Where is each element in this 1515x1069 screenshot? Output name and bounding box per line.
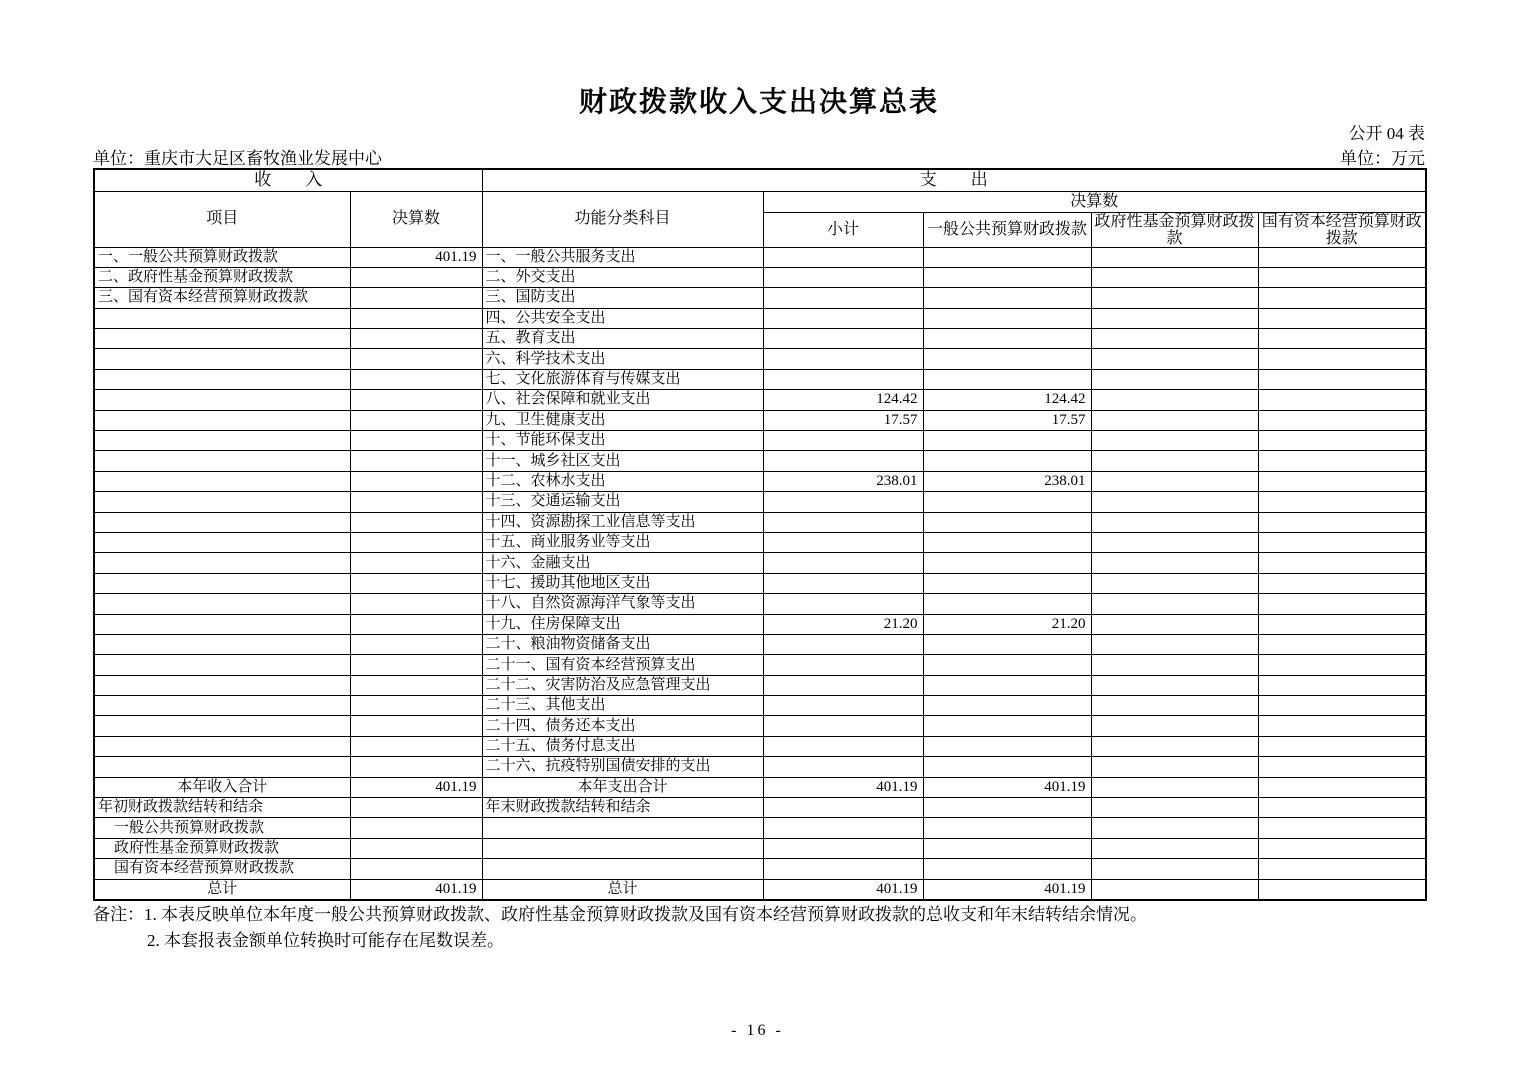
expense-general-cell <box>923 512 1091 532</box>
table-row <box>94 675 1426 695</box>
table-row <box>94 573 1426 593</box>
expense-fund-cell <box>1091 512 1258 532</box>
table-row <box>94 696 1426 716</box>
table-row <box>94 492 1426 512</box>
expense-fund-cell <box>1091 329 1258 349</box>
income-item-cell <box>94 329 350 349</box>
table-row <box>94 410 1426 430</box>
income-value-cell <box>350 573 482 593</box>
table-row <box>94 716 1426 736</box>
table-row <box>94 288 1426 308</box>
expense-capital-cell <box>1258 696 1426 716</box>
income-value-cell <box>350 716 482 736</box>
income-item-cell <box>94 573 350 593</box>
expense-general-cell <box>923 859 1091 879</box>
expense-fund-cell <box>1091 288 1258 308</box>
table-row <box>94 553 1426 573</box>
income-value-cell <box>350 859 482 879</box>
expense-fund-cell <box>1091 431 1258 451</box>
expense-subtotal-cell <box>763 288 923 308</box>
expense-general-cell: 401.19 <box>923 777 1091 797</box>
expense-general-cell <box>923 553 1091 573</box>
income-item-cell: 本年收入合计 <box>94 777 350 797</box>
expense-item-cell: 十六、金融支出 <box>482 553 763 573</box>
income-item-cell <box>94 634 350 654</box>
expense-fund-cell <box>1091 247 1258 267</box>
income-item-cell <box>94 369 350 389</box>
expense-capital-cell <box>1258 859 1426 879</box>
expense-item-cell: 二十、粮油物资储备支出 <box>482 634 763 654</box>
income-item-cell <box>94 655 350 675</box>
expense-subtotal-cell: 238.01 <box>763 471 923 491</box>
header-income: 收 入 <box>94 169 482 191</box>
expense-capital-cell <box>1258 492 1426 512</box>
income-value-cell <box>350 451 482 471</box>
expense-general-cell <box>923 288 1091 308</box>
expense-subtotal-cell <box>763 512 923 532</box>
expense-fund-cell <box>1091 757 1258 777</box>
income-value-cell <box>350 675 482 695</box>
page-title: 财政拨款收入支出决算总表 <box>578 86 939 117</box>
expense-fund-cell <box>1091 798 1258 818</box>
income-value-cell <box>350 634 482 654</box>
income-item-cell <box>94 696 350 716</box>
expense-fund-cell <box>1091 308 1258 328</box>
income-item-cell: 一般公共预算财政拨款 <box>94 818 350 838</box>
expense-item-cell: 十七、援助其他地区支出 <box>482 573 763 593</box>
table-row <box>94 267 1426 287</box>
table-row <box>94 757 1426 777</box>
expense-general-cell <box>923 308 1091 328</box>
footnote-2: 2. 本套报表金额单位转换时可能存在尾数误差。 <box>147 931 504 950</box>
expense-fund-cell <box>1091 471 1258 491</box>
expense-item-cell: 二十三、其他支出 <box>482 696 763 716</box>
income-item-cell: 国有资本经营预算财政拨款 <box>94 859 350 879</box>
expense-item-cell: 十一、城乡社区支出 <box>482 451 763 471</box>
income-item-cell <box>94 594 350 614</box>
expense-general-cell <box>923 492 1091 512</box>
expense-subtotal-cell <box>763 329 923 349</box>
income-item-cell <box>94 451 350 471</box>
expense-item-cell: 十九、住房保障支出 <box>482 614 763 634</box>
income-value-cell <box>350 329 482 349</box>
expense-fund-cell <box>1091 879 1258 900</box>
expense-general-cell: 17.57 <box>923 410 1091 430</box>
income-item-cell <box>94 512 350 532</box>
expense-subtotal-cell <box>763 553 923 573</box>
expense-item-cell: 三、国防支出 <box>482 288 763 308</box>
income-item-cell: 总计 <box>94 879 350 900</box>
expense-item-cell: 年末财政拨款结转和结余 <box>482 798 763 818</box>
expense-subtotal-cell <box>763 573 923 593</box>
unit-currency: 单位：万元 <box>1340 149 1425 168</box>
table-row <box>94 512 1426 532</box>
fiscal-summary-table <box>93 168 1427 901</box>
table-row <box>94 838 1426 858</box>
expense-capital-cell <box>1258 553 1426 573</box>
expense-general-cell <box>923 329 1091 349</box>
expense-fund-cell <box>1091 532 1258 552</box>
expense-general-cell: 401.19 <box>923 879 1091 900</box>
table-row <box>94 451 1426 471</box>
income-value-cell: 401.19 <box>350 777 482 797</box>
expense-fund-cell <box>1091 410 1258 430</box>
income-value-cell <box>350 390 482 410</box>
expense-item-cell: 十三、交通运输支出 <box>482 492 763 512</box>
header-amount-group: 决算数 <box>763 191 1426 212</box>
doc-label: 公开 04 表 <box>1348 124 1425 143</box>
expense-general-cell <box>923 736 1091 756</box>
income-item-cell: 二、政府性基金预算财政拨款 <box>94 267 350 287</box>
income-value-cell <box>350 655 482 675</box>
expense-item-cell <box>482 859 763 879</box>
expense-subtotal-cell <box>763 247 923 267</box>
table-row <box>94 390 1426 410</box>
expense-capital-cell <box>1258 594 1426 614</box>
expense-subtotal-cell <box>763 267 923 287</box>
expense-capital-cell <box>1258 655 1426 675</box>
expense-fund-cell <box>1091 451 1258 471</box>
expense-subtotal-cell: 401.19 <box>763 777 923 797</box>
expense-item-cell: 四、公共安全支出 <box>482 308 763 328</box>
expense-capital-cell <box>1258 757 1426 777</box>
income-value-cell <box>350 349 482 369</box>
income-item-cell <box>94 532 350 552</box>
income-value-cell <box>350 492 482 512</box>
expense-fund-cell <box>1091 859 1258 879</box>
income-value-cell: 401.19 <box>350 247 482 267</box>
expense-general-cell <box>923 655 1091 675</box>
income-item-cell <box>94 471 350 491</box>
header-subtotal: 小计 <box>763 212 923 247</box>
table-row <box>94 798 1426 818</box>
income-item-cell: 一、一般公共预算财政拨款 <box>94 247 350 267</box>
header-func-class: 功能分类科目 <box>482 191 763 247</box>
expense-subtotal-cell <box>763 532 923 552</box>
expense-capital-cell <box>1258 838 1426 858</box>
expense-subtotal-cell <box>763 431 923 451</box>
income-item-cell <box>94 308 350 328</box>
expense-item-cell: 二十二、灾害防治及应急管理支出 <box>482 675 763 695</box>
table-row <box>94 777 1426 797</box>
expense-capital-cell <box>1258 329 1426 349</box>
expense-subtotal-cell <box>763 369 923 389</box>
expense-capital-cell <box>1258 349 1426 369</box>
income-item-cell <box>94 492 350 512</box>
income-value-cell <box>350 431 482 451</box>
expense-capital-cell <box>1258 288 1426 308</box>
expense-fund-cell <box>1091 655 1258 675</box>
page-number: - 16 - <box>731 1022 784 1039</box>
table-row <box>94 369 1426 389</box>
footnotes <box>93 902 1147 954</box>
expense-general-cell <box>923 675 1091 695</box>
expense-item-cell: 二十五、债务付息支出 <box>482 736 763 756</box>
income-value-cell <box>350 553 482 573</box>
expense-subtotal-cell: 21.20 <box>763 614 923 634</box>
expense-fund-cell <box>1091 614 1258 634</box>
expense-general-cell <box>923 431 1091 451</box>
expense-general-cell <box>923 267 1091 287</box>
expense-capital-cell <box>1258 716 1426 736</box>
expense-capital-cell <box>1258 798 1426 818</box>
expense-capital-cell <box>1258 369 1426 389</box>
expense-general-cell: 21.20 <box>923 614 1091 634</box>
income-value-cell <box>350 736 482 756</box>
expense-subtotal-cell <box>763 634 923 654</box>
header-final-amount: 决算数 <box>350 191 482 247</box>
expense-subtotal-cell <box>763 594 923 614</box>
expense-item-cell: 二十一、国有资本经营预算支出 <box>482 655 763 675</box>
table-row <box>94 879 1426 900</box>
expense-capital-cell <box>1258 247 1426 267</box>
expense-item-cell: 本年支出合计 <box>482 777 763 797</box>
expense-fund-cell <box>1091 818 1258 838</box>
income-item-cell <box>94 349 350 369</box>
expense-fund-cell <box>1091 267 1258 287</box>
expense-fund-cell <box>1091 553 1258 573</box>
expense-subtotal-cell: 124.42 <box>763 390 923 410</box>
expense-capital-cell <box>1258 573 1426 593</box>
table-body <box>94 247 1426 900</box>
table-row <box>94 655 1426 675</box>
expense-subtotal-cell <box>763 838 923 858</box>
income-item-cell <box>94 553 350 573</box>
expense-fund-cell <box>1091 390 1258 410</box>
expense-item-cell <box>482 818 763 838</box>
expense-item-cell: 二十六、抗疫特别国债安排的支出 <box>482 757 763 777</box>
footnote-1: 备注：1. 本表反映单位本年度一般公共预算财政拨款、政府性基金预算财政拨款及国有资本经营预算财政拨款的总收支和年末结转结余情况。 <box>93 905 1147 924</box>
income-item-cell: 年初财政拨款结转和结余 <box>94 798 350 818</box>
expense-subtotal-cell <box>763 308 923 328</box>
expense-fund-cell <box>1091 736 1258 756</box>
expense-fund-cell <box>1091 777 1258 797</box>
expense-item-cell: 五、教育支出 <box>482 329 763 349</box>
income-value-cell <box>350 267 482 287</box>
expense-item-cell: 十、节能环保支出 <box>482 431 763 451</box>
expense-general-cell <box>923 757 1091 777</box>
expense-subtotal-cell <box>763 798 923 818</box>
expense-capital-cell <box>1258 675 1426 695</box>
expense-item-cell: 六、科学技术支出 <box>482 349 763 369</box>
income-value-cell <box>350 798 482 818</box>
table-row <box>94 532 1426 552</box>
table-row <box>94 634 1426 654</box>
expense-general-cell <box>923 247 1091 267</box>
header-general-budget: 一般公共预算财政拨款 <box>923 212 1091 247</box>
expense-general-cell <box>923 798 1091 818</box>
income-item-cell <box>94 736 350 756</box>
expense-general-cell <box>923 349 1091 369</box>
expense-subtotal-cell <box>763 696 923 716</box>
income-item-cell <box>94 390 350 410</box>
income-item-cell <box>94 675 350 695</box>
income-value-cell <box>350 818 482 838</box>
expense-item-cell: 十五、商业服务业等支出 <box>482 532 763 552</box>
expense-item-cell: 九、卫生健康支出 <box>482 410 763 430</box>
expense-general-cell <box>923 369 1091 389</box>
expense-fund-cell <box>1091 716 1258 736</box>
expense-subtotal-cell <box>763 818 923 838</box>
expense-item-cell: 十八、自然资源海洋气象等支出 <box>482 594 763 614</box>
expense-capital-cell <box>1258 471 1426 491</box>
expense-subtotal-cell <box>763 716 923 736</box>
income-item-cell <box>94 431 350 451</box>
expense-capital-cell <box>1258 410 1426 430</box>
expense-general-cell: 238.01 <box>923 471 1091 491</box>
expense-capital-cell <box>1258 431 1426 451</box>
expense-general-cell <box>923 716 1091 736</box>
expense-capital-cell <box>1258 736 1426 756</box>
unit-row <box>93 144 1425 169</box>
income-item-cell: 政府性基金预算财政拨款 <box>94 838 350 858</box>
expense-subtotal-cell <box>763 451 923 471</box>
expense-general-cell <box>923 532 1091 552</box>
income-value-cell <box>350 532 482 552</box>
expense-subtotal-cell <box>763 349 923 369</box>
income-value-cell <box>350 757 482 777</box>
income-value-cell <box>350 410 482 430</box>
expense-general-cell <box>923 573 1091 593</box>
table-row <box>94 308 1426 328</box>
expense-capital-cell <box>1258 267 1426 287</box>
expense-fund-cell <box>1091 696 1258 716</box>
expense-fund-cell <box>1091 369 1258 389</box>
table-row <box>94 859 1426 879</box>
expense-capital-cell <box>1258 879 1426 900</box>
expense-item-cell: 一、一般公共服务支出 <box>482 247 763 267</box>
expense-capital-cell <box>1258 614 1426 634</box>
expense-general-cell <box>923 838 1091 858</box>
expense-general-cell: 124.42 <box>923 390 1091 410</box>
expense-subtotal-cell: 401.19 <box>763 879 923 900</box>
expense-general-cell <box>923 451 1091 471</box>
income-value-cell <box>350 696 482 716</box>
expense-item-cell: 七、文化旅游体育与传媒支出 <box>482 369 763 389</box>
header-expenditure: 支 出 <box>482 169 1426 191</box>
expense-capital-cell <box>1258 634 1426 654</box>
income-item-cell <box>94 410 350 430</box>
expense-item-cell <box>482 838 763 858</box>
header-item: 项目 <box>94 191 350 247</box>
expense-fund-cell <box>1091 675 1258 695</box>
expense-capital-cell <box>1258 390 1426 410</box>
unit-name: 单位：重庆市大足区畜牧渔业发展中心 <box>93 149 382 168</box>
expense-general-cell <box>923 696 1091 716</box>
table-row <box>94 471 1426 491</box>
expense-fund-cell <box>1091 573 1258 593</box>
income-value-cell <box>350 471 482 491</box>
income-value-cell <box>350 369 482 389</box>
table-row <box>94 349 1426 369</box>
table-row <box>94 247 1426 267</box>
expense-subtotal-cell <box>763 859 923 879</box>
expense-general-cell <box>923 818 1091 838</box>
income-item-cell <box>94 716 350 736</box>
table-row <box>94 594 1426 614</box>
expense-subtotal-cell <box>763 757 923 777</box>
expense-capital-cell <box>1258 451 1426 471</box>
table-row <box>94 614 1426 634</box>
header-state-capital: 国有资本经营预算财政拨款 <box>1258 212 1426 247</box>
expense-item-cell: 十四、资源勘探工业信息等支出 <box>482 512 763 532</box>
income-item-cell <box>94 614 350 634</box>
income-value-cell <box>350 838 482 858</box>
expense-subtotal-cell <box>763 736 923 756</box>
income-value-cell <box>350 594 482 614</box>
income-value-cell <box>350 512 482 532</box>
income-value-cell <box>350 614 482 634</box>
income-item-cell: 三、国有资本经营预算财政拨款 <box>94 288 350 308</box>
expense-item-cell: 十二、农林水支出 <box>482 471 763 491</box>
expense-item-cell: 二、外交支出 <box>482 267 763 287</box>
table-row <box>94 329 1426 349</box>
expense-fund-cell <box>1091 838 1258 858</box>
expense-capital-cell <box>1258 512 1426 532</box>
expense-capital-cell <box>1258 532 1426 552</box>
expense-subtotal-cell: 17.57 <box>763 410 923 430</box>
expense-subtotal-cell <box>763 675 923 695</box>
income-value-cell: 401.19 <box>350 879 482 900</box>
expense-general-cell <box>923 594 1091 614</box>
expense-item-cell: 二十四、债务还本支出 <box>482 716 763 736</box>
expense-capital-cell <box>1258 777 1426 797</box>
expense-fund-cell <box>1091 594 1258 614</box>
expense-fund-cell <box>1091 492 1258 512</box>
expense-general-cell <box>923 634 1091 654</box>
expense-subtotal-cell <box>763 492 923 512</box>
table-row <box>94 736 1426 756</box>
table-row <box>94 431 1426 451</box>
expense-item-cell: 八、社会保障和就业支出 <box>482 390 763 410</box>
income-value-cell <box>350 308 482 328</box>
expense-fund-cell <box>1091 349 1258 369</box>
expense-item-cell: 总计 <box>482 879 763 900</box>
income-value-cell <box>350 288 482 308</box>
table-row <box>94 818 1426 838</box>
expense-fund-cell <box>1091 634 1258 654</box>
expense-capital-cell <box>1258 308 1426 328</box>
income-item-cell <box>94 757 350 777</box>
expense-capital-cell <box>1258 818 1426 838</box>
expense-subtotal-cell <box>763 655 923 675</box>
header-gov-fund: 政府性基金预算财政拨款 <box>1091 212 1258 247</box>
